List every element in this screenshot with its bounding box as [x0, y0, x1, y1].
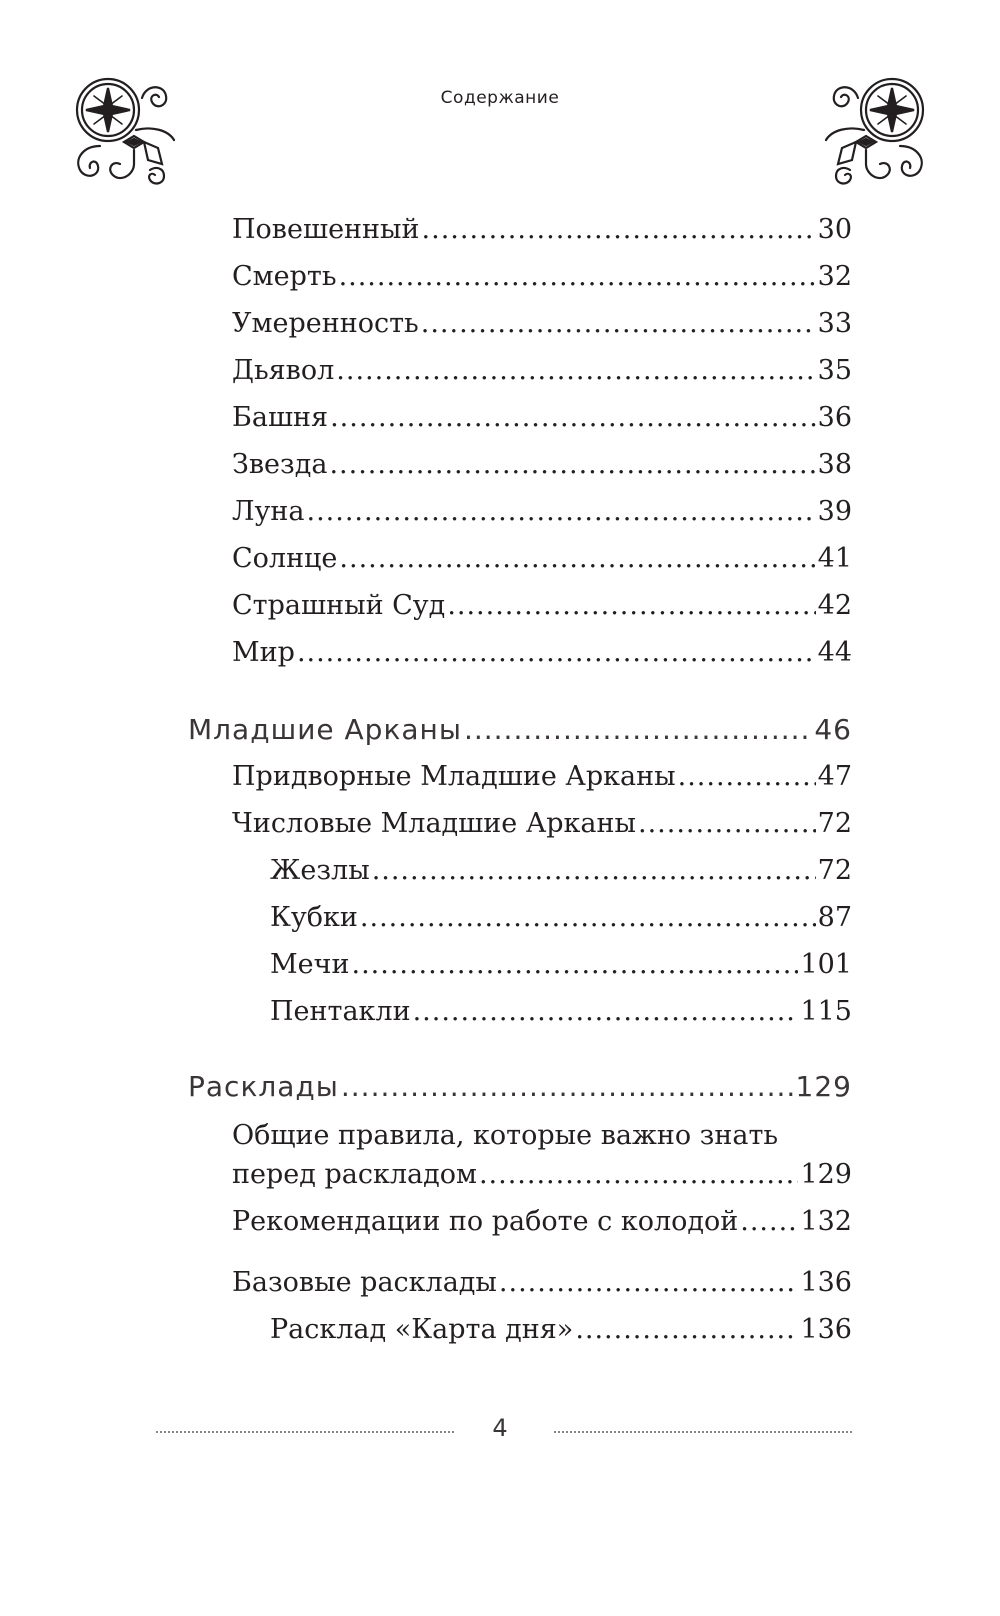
toc-entry-page: 41: [817, 543, 852, 574]
dot-leader: [341, 1067, 794, 1107]
toc-entry-page: 72: [817, 855, 852, 886]
toc-entry-title: Дьявол: [232, 355, 335, 386]
toc-entry-title: Башня: [232, 402, 329, 433]
toc-section-title: Младшие Арканы: [188, 713, 462, 746]
toc-entry-title: Жезлы: [270, 855, 370, 886]
toc-entry-title-line2: перед раскладом: [232, 1159, 477, 1190]
toc-section-heading[interactable]: [188, 710, 852, 750]
running-header: Содержание: [440, 88, 560, 108]
dot-leader: [372, 851, 816, 891]
dot-leader: [330, 398, 816, 438]
toc-entry-page: 36: [817, 402, 852, 433]
toc-entry[interactable]: [232, 304, 852, 344]
dot-leader: [329, 445, 815, 485]
toc-entry-page: 115: [800, 996, 852, 1027]
toc-entry-title: Рекомендации по работе с колодой: [232, 1206, 739, 1237]
toc-entry[interactable]: [232, 445, 852, 485]
toc-entry-title: Пентакли: [270, 996, 411, 1027]
toc-entry-page: 72: [817, 808, 852, 839]
toc-entry[interactable]: [232, 492, 852, 532]
toc-entry[interactable]: [232, 586, 852, 626]
toc-entry-page: 136: [800, 1267, 852, 1298]
toc-entry-title: Базовые расклады: [232, 1267, 497, 1298]
toc-entry-title: Смерть: [232, 261, 337, 292]
toc-entry-title: Умеренность: [232, 308, 419, 339]
toc-entry-title: Кубки: [270, 902, 358, 933]
dot-leader: [413, 992, 799, 1032]
toc-section-heading[interactable]: [188, 1067, 852, 1107]
toc-entry-page: 39: [817, 496, 852, 527]
dot-leader: [422, 210, 816, 250]
toc-entry[interactable]: [232, 804, 852, 844]
compass-star-flourish-icon: [64, 70, 194, 200]
toc-entry[interactable]: [232, 351, 852, 391]
toc-entry-title: Числовые Младшие Арканы: [232, 808, 637, 839]
toc-entry-page: 35: [817, 355, 852, 386]
toc-entry-title: Мечи: [270, 949, 350, 980]
toc-entry-title: Повешенный: [232, 214, 420, 245]
dot-leader: [351, 945, 798, 985]
toc-section-page: 129: [795, 1070, 852, 1103]
toc-subentry[interactable]: [270, 851, 852, 891]
toc-section-page: 46: [814, 713, 852, 746]
toc-entry[interactable]: [232, 633, 852, 673]
toc-entry[interactable]: [232, 1155, 852, 1195]
dot-leader: [464, 710, 812, 750]
toc-entry-title-line1[interactable]: Общие правила, которые важно знать: [232, 1120, 779, 1151]
toc-entry-page: 42: [817, 590, 852, 621]
toc-entry[interactable]: [232, 210, 852, 250]
toc-entry-page: 101: [800, 949, 852, 980]
dot-leader: [339, 257, 816, 297]
toc-entry-title: Страшный Суд: [232, 590, 446, 621]
toc-entry-page: 44: [817, 637, 852, 668]
dot-leader: [479, 1155, 799, 1195]
toc-entry-title: Придворные Младшие Арканы: [232, 761, 676, 792]
dot-leader: [575, 1310, 798, 1350]
toc-entry[interactable]: [232, 1263, 852, 1303]
toc-entry-page: 129: [800, 1159, 852, 1190]
toc-subentry[interactable]: [270, 945, 852, 985]
compass-star-flourish-icon: [806, 70, 936, 200]
dot-leader: [638, 804, 816, 844]
dot-leader: [297, 633, 816, 673]
footer-dotted-rule-right: [554, 1431, 852, 1435]
toc-entry-title: Звезда: [232, 449, 328, 480]
toc-entry[interactable]: [232, 257, 852, 297]
dot-leader: [336, 351, 815, 391]
dot-leader: [307, 492, 816, 532]
toc-entry-page: 87: [817, 902, 852, 933]
toc-entry-title: Мир: [232, 637, 295, 668]
dot-leader: [339, 539, 815, 579]
toc-entry-title: Солнце: [232, 543, 338, 574]
toc-entry-page: 38: [817, 449, 852, 480]
toc-entry-page: 136: [800, 1314, 852, 1345]
toc-section-title: Расклады: [188, 1070, 339, 1103]
toc-entry-page: 30: [817, 214, 852, 245]
toc-subentry[interactable]: [270, 992, 852, 1032]
toc-entry-page: 32: [817, 261, 852, 292]
toc-entry-page: 47: [817, 761, 852, 792]
dot-leader: [360, 898, 816, 938]
dot-leader: [447, 586, 815, 626]
toc-entry[interactable]: [232, 539, 852, 579]
dot-leader: [499, 1263, 799, 1303]
dot-leader: [678, 757, 816, 797]
toc-entry-page: 132: [800, 1206, 852, 1237]
toc-entry-page: 33: [817, 308, 852, 339]
toc-entry[interactable]: [232, 757, 852, 797]
toc-entry[interactable]: [232, 398, 852, 438]
page-footer: [0, 1414, 1000, 1454]
dot-leader: [421, 304, 816, 344]
toc-entry[interactable]: [232, 1202, 852, 1242]
dot-leader: [740, 1202, 798, 1242]
toc-entry-title: Расклад «Карта дня»: [270, 1314, 574, 1345]
toc-entry-title: Луна: [232, 496, 305, 527]
toc-subentry[interactable]: [270, 1310, 852, 1350]
page-number: 4: [492, 1414, 508, 1442]
toc-subentry[interactable]: [270, 898, 852, 938]
